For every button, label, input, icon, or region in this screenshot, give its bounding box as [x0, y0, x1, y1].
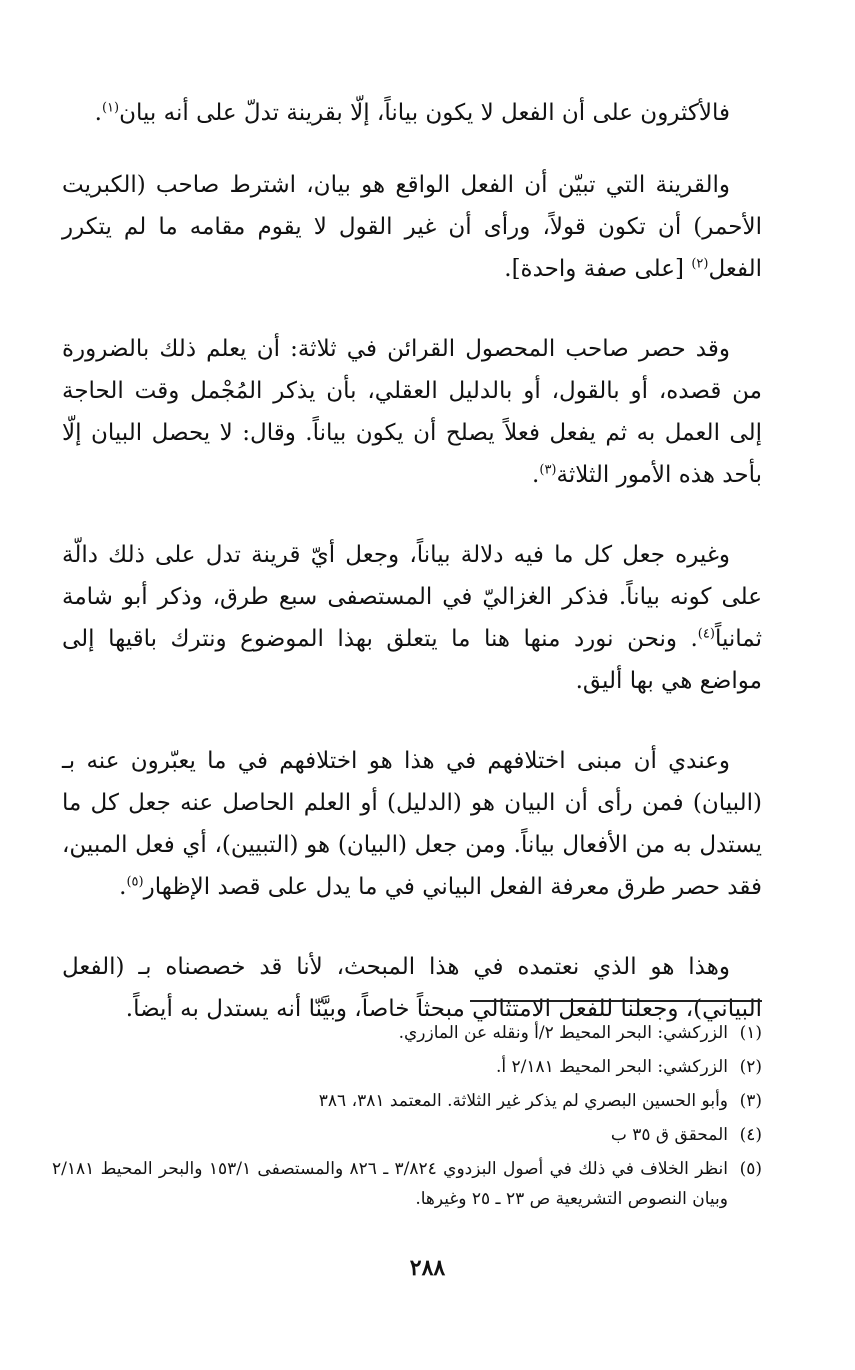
footnote-text: انظر الخلاف في ذلك في أصول البزدوي ٣/٨٢٤ ـ ٨٢٦ والمستصفى ١٥٣/١ والبحر المحيط ٢/١٨١ وبيان النصوص التشريعية ص ٢٣ ـ ٢٥ وغيرها.: [52, 1159, 728, 1209]
page-number: ٢٨٨: [409, 1255, 446, 1281]
footnote-5: [52, 1154, 762, 1214]
footnote-2: [52, 1052, 762, 1082]
paragraph-4: وغيره جعل كل ما فيه دلالة بياناً، وجعل أيّ قرينة تدل على ذلك دالّة على كونه بياناً. فذكر الغزاليّ في المستصفى سبع طرق، وذكر أبو شامة ثمانياً$^{(٤)}$. ونحن نورد منها هنا ما يتعلق بهذا الموضوع ونترك باقيها إلى مواضع هي بها أليق.: [62, 542, 762, 694]
paragraph-6: وهذا هو الذي نعتمده في هذا المبحث، لأنا قد خصصناه بـ (الفعل البياني)، وجعلنا للفعل الامتثالي مبحثاً خاصاً، وبيَّنّا أنه يستدل به أيضاً.: [62, 954, 762, 1022]
footnote-number: (٤): [739, 1125, 762, 1145]
footnote-3: [52, 1086, 762, 1116]
footnote-ref-3[interactable]: (٣): [539, 462, 557, 478]
footnote-text: المحقق ق ٣٥ ب: [610, 1125, 728, 1145]
footnote-ref-2[interactable]: (٢): [691, 256, 709, 272]
footnote-number: (٥): [739, 1159, 762, 1179]
footnote-number: (١): [739, 1023, 762, 1043]
footnote-ref-5[interactable]: (٥): [126, 874, 144, 890]
paragraph-5: وعندي أن مبنى اختلافهم في هذا هو اختلافهم في ما يعبّرون عنه بـ (البيان) فمن رأى أن البيان هو (الدليل) أو العلم الحاصل عنه جعل كل ما يستدل به من الأفعال بياناً. ومن جعل (البيان) هو (التبيين)، أي فعل المبين، فقد حصر طرق معرفة الفعل البياني في ما يدل على قصد الإظهار$^{(٥)}$.: [62, 748, 762, 900]
footnote-text: وأبو الحسين البصري لم يذكر غير الثلاثة. المعتمد ٣٨١، ٣٨٦: [318, 1091, 728, 1111]
footnote-text: الزركشي: البحر المحيط ٢/١٨١ أ.: [495, 1057, 728, 1077]
footnotes: [52, 1018, 762, 1218]
main-text: [62, 92, 762, 1068]
paragraph-3: وقد حصر صاحب المحصول القرائن في ثلاثة: أن يعلم ذلك بالضرورة من قصده، أو بالقول، أو بالدليل العقلي، بأن يذكر المُجْمل وقت الحاجة إلى العمل به ثم يفعل فعلاً يصلح أن يكون بياناً. وقال: لا يحصل البيان إلّا بأحد هذه الأمور الثلاثة$^{(٣)}$.: [62, 336, 762, 488]
footnote-divider: [470, 1000, 762, 1002]
paragraph-1: فالأكثرون على أن الفعل لا يكون بياناً، إلّا بقرينة تدلّ على أنه بيان$^{(١)}$.: [94, 100, 730, 126]
footnote-text: الزركشي: البحر المحيط ٢/أ ونقله عن المازري.: [398, 1023, 728, 1043]
footnote-number: (٣): [739, 1091, 762, 1111]
footnote-4: [52, 1120, 762, 1150]
paragraph-2: والقرينة التي تبيّن أن الفعل الواقع هو بيان، اشترط صاحب (الكبريت الأحمر) أن تكون قولاً، ورأى أن غير القول لا يقوم مقامه ما لم يتكرر الفعل$^{(٢)}$ [على صفة واحدة].: [62, 172, 762, 282]
footnote-ref-1[interactable]: (١): [101, 100, 120, 116]
footnote-ref-4[interactable]: (٤): [697, 626, 715, 642]
footnote-number: (٢): [739, 1057, 762, 1077]
footnote-1: [52, 1018, 762, 1048]
